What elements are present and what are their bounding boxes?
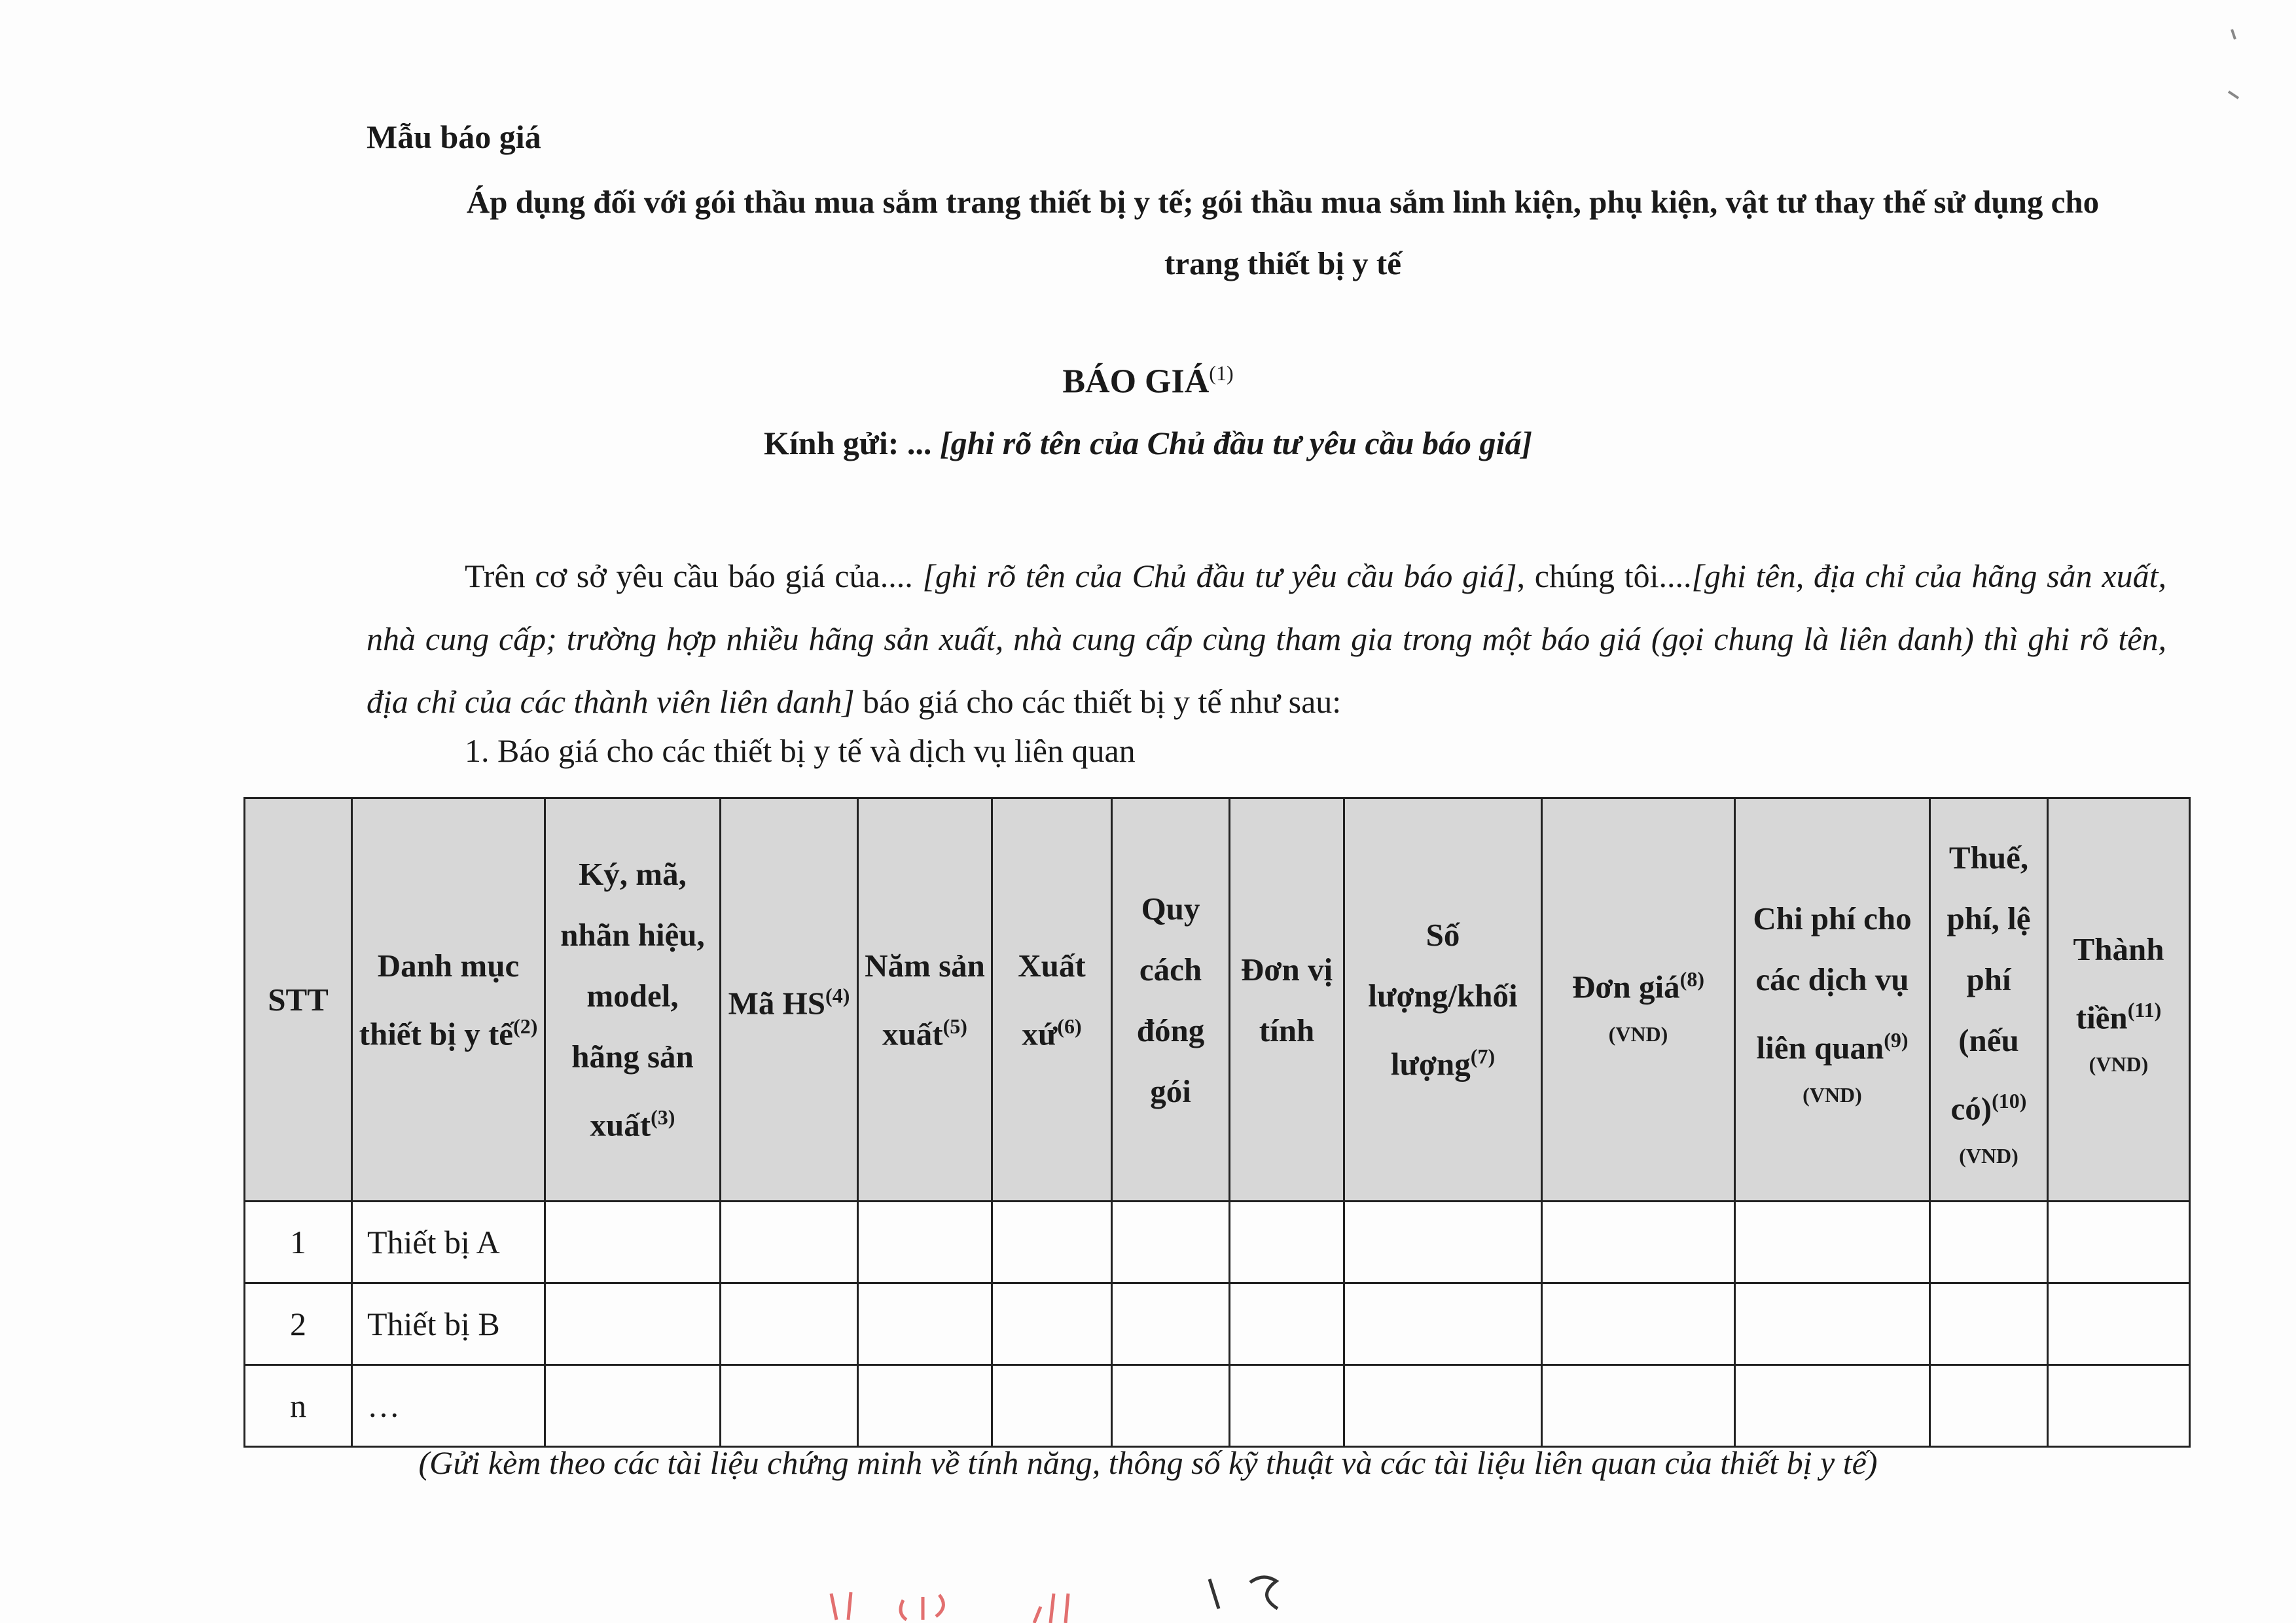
cell-stt: 1 — [245, 1202, 352, 1283]
header-don-gia: Đơn giá$^{(8)}$ (VND) — [1542, 798, 1735, 1202]
intro-part-3: , chúng tôi.... — [1516, 558, 1692, 594]
scope-line-1: Áp dụng đối với gói thầu mua sắm trang thiết bị y tế; gói thầu mua sắm linh kiện, phụ kiện, vật tư thay thế sử dụng cho — [466, 184, 2100, 220]
table-header-row — [245, 798, 2190, 1202]
header-so-luong: Số lượng/khối lượng$^{(7)}$ — [1344, 798, 1542, 1202]
addressee-line — [0, 424, 2296, 462]
title-text: BÁO GIÁ — [1062, 363, 1210, 401]
intro-part-4: [ghi tên, địa chỉ của hãng sản xuất, nhà cung cấp; trường hợp nhiều hãng sản xuất, nhà cung cấp cùng tham gia trong một báo giá (gọi chung là liên danh) thì ghi rõ tên, địa chỉ của các thành viên liên danh] — [367, 558, 2166, 720]
header-thanh-tien: Thành tiền$^{(11)}$ (VND) — [2048, 798, 2190, 1202]
cell-device-name: Thiết bị B — [352, 1283, 545, 1365]
header-chi-phi: Chi phí cho các dịch vụ liên quan$^{(9)}$ (VND) — [1735, 798, 1930, 1202]
table-row — [245, 1365, 2190, 1447]
cell-stt: n — [245, 1365, 352, 1447]
addressee-label: Kính gửi: ... — [763, 425, 932, 461]
scope-line-2: trang thiết bị y tế — [1164, 245, 1401, 281]
scan-edge-mark — [2212, 26, 2251, 118]
red-stamp-fragment — [825, 1587, 1100, 1623]
addressee-placeholder: [ghi rõ tên của Chủ đầu tư yêu cầu báo giá] — [939, 425, 1532, 461]
intro-part-1: Trên cơ sở yêu cầu báo giá của.... — [465, 558, 923, 594]
scope-statement — [393, 171, 2173, 294]
intro-part-5: báo giá cho các thiết bị y tế như sau: — [854, 683, 1342, 720]
form-label: Mẫu báo giá — [367, 118, 541, 155]
table-row — [245, 1283, 2190, 1365]
title-footnote-mark: (1) — [1209, 361, 1234, 385]
header-nam-san-xuat: Năm sản xuất$^{(5)}$ — [858, 798, 992, 1202]
document-title — [0, 361, 2296, 401]
section-1-heading: 1. Báo giá cho các thiết bị y tế và dịch vụ liên quan — [465, 732, 1136, 769]
header-ma-hs: Mã HS$^{(4)}$ — [721, 798, 858, 1202]
intro-part-2: [ghi rõ tên của Chủ đầu tư yêu cầu báo giá] — [922, 558, 1517, 594]
header-xuat-xu: Xuất xứ$^{(6)}$ — [992, 798, 1112, 1202]
handwritten-page-mark — [1204, 1569, 1289, 1622]
table-row — [245, 1202, 2190, 1283]
cell-device-name: Thiết bị A — [352, 1202, 545, 1283]
cell-stt: 2 — [245, 1283, 352, 1365]
header-don-vi: Đơn vị tính — [1230, 798, 1344, 1202]
header-ky-ma: Ký, mã, nhãn hiệu, model, hãng sản xuất$^{(3)}$ — [545, 798, 721, 1202]
header-danh-muc: Danh mục thiết bị y tế$^{(2)}$ — [352, 798, 545, 1202]
header-quy-cach: Quy cách đóng gói — [1112, 798, 1230, 1202]
cell-device-name: … — [352, 1365, 545, 1447]
attachment-note: (Gửi kèm theo các tài liệu chứng minh về tính năng, thông số kỹ thuật và các tài liệu liên quan của thiết bị y tế) — [418, 1444, 1878, 1481]
header-thue: Thuế, phí, lệ phí (nếu có)$^{(10)}$ (VND) — [1930, 798, 2048, 1202]
header-stt: STT — [245, 798, 352, 1202]
intro-paragraph — [367, 544, 2166, 733]
quote-table — [243, 797, 2191, 1448]
